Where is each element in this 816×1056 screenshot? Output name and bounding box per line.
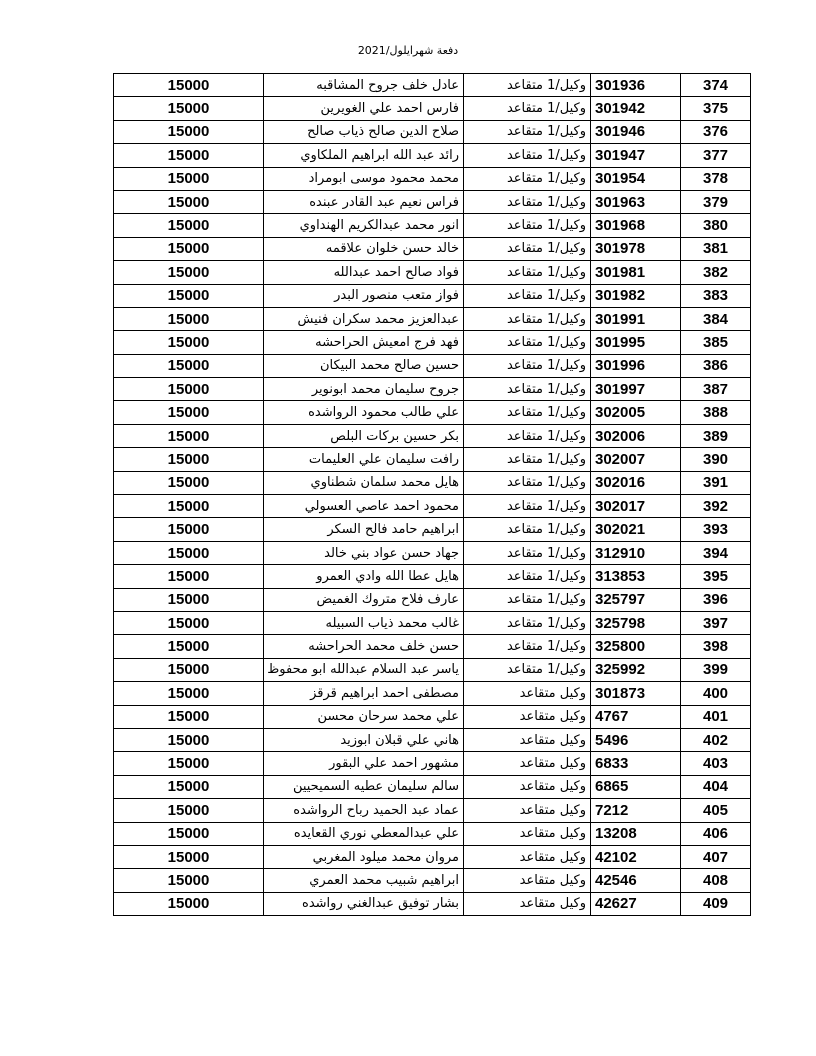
serial-number-cell: 405 — [681, 799, 751, 822]
military-number-cell: 301991 — [591, 307, 681, 330]
rank-cell: وكيل/1 متقاعد — [464, 401, 591, 424]
serial-number-cell: 409 — [681, 892, 751, 915]
amount-cell: 15000 — [114, 705, 264, 728]
military-number-cell: 301981 — [591, 261, 681, 284]
military-number-cell: 301978 — [591, 237, 681, 260]
serial-number-cell: 398 — [681, 635, 751, 658]
amount-cell: 15000 — [114, 611, 264, 634]
amount-cell: 15000 — [114, 144, 264, 167]
military-number-cell: 301982 — [591, 284, 681, 307]
table-row — [114, 588, 751, 611]
rank-cell: وكيل/1 متقاعد — [464, 635, 591, 658]
table-row — [114, 190, 751, 213]
name-cell: هايل عطا الله وادي العمرو — [264, 565, 464, 588]
amount-cell: 15000 — [114, 682, 264, 705]
rank-cell: وكيل متقاعد — [464, 822, 591, 845]
rank-cell: وكيل/1 متقاعد — [464, 144, 591, 167]
name-cell: علي محمد سرحان محسن — [264, 705, 464, 728]
amount-cell: 15000 — [114, 635, 264, 658]
table-row — [114, 74, 751, 97]
amount-cell: 15000 — [114, 822, 264, 845]
rank-cell: وكيل/1 متقاعد — [464, 74, 591, 97]
name-cell: علي عبدالمعطي نوري القعايده — [264, 822, 464, 845]
serial-number-cell: 379 — [681, 190, 751, 213]
serial-number-cell: 381 — [681, 237, 751, 260]
rank-cell: وكيل/1 متقاعد — [464, 354, 591, 377]
name-cell: محمد محمود موسى ابومراد — [264, 167, 464, 190]
serial-number-cell: 383 — [681, 284, 751, 307]
rank-cell: وكيل/1 متقاعد — [464, 424, 591, 447]
amount-cell: 15000 — [114, 752, 264, 775]
military-number-cell: 313853 — [591, 565, 681, 588]
military-number-cell: 301942 — [591, 97, 681, 120]
table-row — [114, 424, 751, 447]
military-number-cell: 4767 — [591, 705, 681, 728]
amount-cell: 15000 — [114, 541, 264, 564]
rank-cell: وكيل/1 متقاعد — [464, 588, 591, 611]
serial-number-cell: 386 — [681, 354, 751, 377]
table-row — [114, 682, 751, 705]
name-cell: ابراهيم حامد فالح السكر — [264, 518, 464, 541]
table-row — [114, 167, 751, 190]
serial-number-cell: 387 — [681, 378, 751, 401]
rank-cell: وكيل/1 متقاعد — [464, 190, 591, 213]
military-number-cell: 301996 — [591, 354, 681, 377]
amount-cell: 15000 — [114, 237, 264, 260]
name-cell: محمود احمد عاصي العسولي — [264, 495, 464, 518]
name-cell: رافت سليمان علي العليمات — [264, 448, 464, 471]
rank-cell: وكيل متقاعد — [464, 845, 591, 868]
rank-cell: وكيل/1 متقاعد — [464, 565, 591, 588]
amount-cell: 15000 — [114, 775, 264, 798]
name-cell: علي طالب محمود الرواشده — [264, 401, 464, 424]
payment-table-body — [114, 74, 751, 916]
payment-table — [113, 73, 751, 916]
serial-number-cell: 389 — [681, 424, 751, 447]
military-number-cell: 301997 — [591, 378, 681, 401]
military-number-cell: 302017 — [591, 495, 681, 518]
rank-cell: وكيل/1 متقاعد — [464, 284, 591, 307]
name-cell: انور محمد عبدالكريم الهنداوي — [264, 214, 464, 237]
name-cell: حسين صالح محمد البيكان — [264, 354, 464, 377]
military-number-cell: 325797 — [591, 588, 681, 611]
rank-cell: وكيل/1 متقاعد — [464, 261, 591, 284]
rank-cell: وكيل متقاعد — [464, 892, 591, 915]
amount-cell: 15000 — [114, 261, 264, 284]
serial-number-cell: 391 — [681, 471, 751, 494]
name-cell: بكر حسين بركات البلص — [264, 424, 464, 447]
rank-cell: وكيل متقاعد — [464, 728, 591, 751]
rank-cell: وكيل/1 متقاعد — [464, 120, 591, 143]
table-row — [114, 752, 751, 775]
serial-number-cell: 393 — [681, 518, 751, 541]
serial-number-cell: 374 — [681, 74, 751, 97]
table-row — [114, 214, 751, 237]
amount-cell: 15000 — [114, 588, 264, 611]
rank-cell: وكيل/1 متقاعد — [464, 658, 591, 681]
name-cell: جهاد حسن عواد بني خالد — [264, 541, 464, 564]
serial-number-cell: 400 — [681, 682, 751, 705]
name-cell: هاني علي قبلان ابوزيد — [264, 728, 464, 751]
rank-cell: وكيل/1 متقاعد — [464, 167, 591, 190]
military-number-cell: 301873 — [591, 682, 681, 705]
military-number-cell: 42102 — [591, 845, 681, 868]
page-title: دفعة شهرايلول/2021 — [357, 44, 459, 57]
rank-cell: وكيل/1 متقاعد — [464, 495, 591, 518]
table-row — [114, 518, 751, 541]
name-cell: مصطفى احمد ابراهيم قرقز — [264, 682, 464, 705]
table-row — [114, 471, 751, 494]
rank-cell: وكيل متقاعد — [464, 869, 591, 892]
name-cell: فراس نعيم عبد القادر عبنده — [264, 190, 464, 213]
rank-cell: وكيل/1 متقاعد — [464, 611, 591, 634]
table-row — [114, 331, 751, 354]
rank-cell: وكيل متقاعد — [464, 705, 591, 728]
rank-cell: وكيل/1 متقاعد — [464, 97, 591, 120]
rank-cell: وكيل/1 متقاعد — [464, 448, 591, 471]
table-row — [114, 144, 751, 167]
table-row — [114, 307, 751, 330]
military-number-cell: 7212 — [591, 799, 681, 822]
name-cell: رائد عبد الله ابراهيم الملكاوي — [264, 144, 464, 167]
serial-number-cell: 404 — [681, 775, 751, 798]
military-number-cell: 301936 — [591, 74, 681, 97]
rank-cell: وكيل/1 متقاعد — [464, 471, 591, 494]
name-cell: سالم سليمان عطيه السميحيين — [264, 775, 464, 798]
table-row — [114, 237, 751, 260]
rank-cell: وكيل متقاعد — [464, 752, 591, 775]
name-cell: ابراهيم شبيب محمد العمري — [264, 869, 464, 892]
table-row — [114, 775, 751, 798]
serial-number-cell: 376 — [681, 120, 751, 143]
table-row — [114, 378, 751, 401]
amount-cell: 15000 — [114, 518, 264, 541]
serial-number-cell: 396 — [681, 588, 751, 611]
table-row — [114, 120, 751, 143]
rank-cell: وكيل/1 متقاعد — [464, 237, 591, 260]
name-cell: جروح سليمان محمد ابونوير — [264, 378, 464, 401]
amount-cell: 15000 — [114, 378, 264, 401]
amount-cell: 15000 — [114, 74, 264, 97]
table-row — [114, 284, 751, 307]
military-number-cell: 302007 — [591, 448, 681, 471]
name-cell: خالد حسن خلوان علاقمه — [264, 237, 464, 260]
rank-cell: وكيل متقاعد — [464, 799, 591, 822]
amount-cell: 15000 — [114, 658, 264, 681]
table-row — [114, 845, 751, 868]
serial-number-cell: 378 — [681, 167, 751, 190]
amount-cell: 15000 — [114, 565, 264, 588]
military-number-cell: 42627 — [591, 892, 681, 915]
table-row — [114, 565, 751, 588]
military-number-cell: 301968 — [591, 214, 681, 237]
table-row — [114, 869, 751, 892]
name-cell: مروان محمد ميلود المغربي — [264, 845, 464, 868]
table-row — [114, 97, 751, 120]
table-row — [114, 611, 751, 634]
rank-cell: وكيل/1 متقاعد — [464, 214, 591, 237]
table-row — [114, 892, 751, 915]
amount-cell: 15000 — [114, 845, 264, 868]
name-cell: عادل خلف جروح المشاقبه — [264, 74, 464, 97]
table-row — [114, 635, 751, 658]
serial-number-cell: 380 — [681, 214, 751, 237]
name-cell: هايل محمد سلمان شطناوي — [264, 471, 464, 494]
serial-number-cell: 397 — [681, 611, 751, 634]
amount-cell: 15000 — [114, 471, 264, 494]
table-row — [114, 658, 751, 681]
serial-number-cell: 392 — [681, 495, 751, 518]
amount-cell: 15000 — [114, 424, 264, 447]
amount-cell: 15000 — [114, 495, 264, 518]
amount-cell: 15000 — [114, 448, 264, 471]
table-row — [114, 495, 751, 518]
serial-number-cell: 401 — [681, 705, 751, 728]
military-number-cell: 5496 — [591, 728, 681, 751]
amount-cell: 15000 — [114, 401, 264, 424]
name-cell: فهد فرج امعيش الحراحشه — [264, 331, 464, 354]
name-cell: عارف فلاح متروك الغميض — [264, 588, 464, 611]
military-number-cell: 13208 — [591, 822, 681, 845]
rank-cell: وكيل/1 متقاعد — [464, 541, 591, 564]
serial-number-cell: 377 — [681, 144, 751, 167]
amount-cell: 15000 — [114, 799, 264, 822]
rank-cell: وكيل/1 متقاعد — [464, 378, 591, 401]
military-number-cell: 301946 — [591, 120, 681, 143]
rank-cell: وكيل/1 متقاعد — [464, 518, 591, 541]
military-number-cell: 302016 — [591, 471, 681, 494]
table-row — [114, 822, 751, 845]
name-cell: فواد صالح احمد عبدالله — [264, 261, 464, 284]
serial-number-cell: 399 — [681, 658, 751, 681]
amount-cell: 15000 — [114, 120, 264, 143]
table-row — [114, 541, 751, 564]
military-number-cell: 302006 — [591, 424, 681, 447]
serial-number-cell: 395 — [681, 565, 751, 588]
amount-cell: 15000 — [114, 728, 264, 751]
table-row — [114, 261, 751, 284]
table-row — [114, 728, 751, 751]
serial-number-cell: 408 — [681, 869, 751, 892]
amount-cell: 15000 — [114, 354, 264, 377]
rank-cell: وكيل/1 متقاعد — [464, 331, 591, 354]
rank-cell: وكيل/1 متقاعد — [464, 307, 591, 330]
name-cell: حسن خلف محمد الحراحشه — [264, 635, 464, 658]
name-cell: مشهور احمد علي البقور — [264, 752, 464, 775]
serial-number-cell: 402 — [681, 728, 751, 751]
name-cell: بشار توفيق عبدالغني رواشده — [264, 892, 464, 915]
military-number-cell: 6865 — [591, 775, 681, 798]
amount-cell: 15000 — [114, 214, 264, 237]
name-cell: صلاح الدين صالح ذياب صالح — [264, 120, 464, 143]
military-number-cell: 312910 — [591, 541, 681, 564]
name-cell: فواز متعب منصور البدر — [264, 284, 464, 307]
table-row — [114, 705, 751, 728]
serial-number-cell: 390 — [681, 448, 751, 471]
military-number-cell: 301995 — [591, 331, 681, 354]
military-number-cell: 325800 — [591, 635, 681, 658]
amount-cell: 15000 — [114, 307, 264, 330]
military-number-cell: 301947 — [591, 144, 681, 167]
serial-number-cell: 382 — [681, 261, 751, 284]
table-row — [114, 799, 751, 822]
serial-number-cell: 407 — [681, 845, 751, 868]
military-number-cell: 301963 — [591, 190, 681, 213]
military-number-cell: 6833 — [591, 752, 681, 775]
name-cell: عبدالعزيز محمد سكران فنيش — [264, 307, 464, 330]
table-row — [114, 448, 751, 471]
military-number-cell: 302021 — [591, 518, 681, 541]
military-number-cell: 325992 — [591, 658, 681, 681]
amount-cell: 15000 — [114, 892, 264, 915]
name-cell: عماد عبد الحميد رباح الرواشده — [264, 799, 464, 822]
serial-number-cell: 406 — [681, 822, 751, 845]
rank-cell: وكيل متقاعد — [464, 775, 591, 798]
amount-cell: 15000 — [114, 284, 264, 307]
amount-cell: 15000 — [114, 869, 264, 892]
name-cell: فارس احمد علي الغويرين — [264, 97, 464, 120]
amount-cell: 15000 — [114, 190, 264, 213]
table-row — [114, 354, 751, 377]
name-cell: ياسر عبد السلام عبدالله ابو محفوظ — [264, 658, 464, 681]
name-cell: غالب محمد ذياب السبيله — [264, 611, 464, 634]
military-number-cell: 325798 — [591, 611, 681, 634]
serial-number-cell: 403 — [681, 752, 751, 775]
military-number-cell: 302005 — [591, 401, 681, 424]
serial-number-cell: 394 — [681, 541, 751, 564]
amount-cell: 15000 — [114, 97, 264, 120]
serial-number-cell: 375 — [681, 97, 751, 120]
military-number-cell: 301954 — [591, 167, 681, 190]
serial-number-cell: 385 — [681, 331, 751, 354]
serial-number-cell: 384 — [681, 307, 751, 330]
military-number-cell: 42546 — [591, 869, 681, 892]
rank-cell: وكيل متقاعد — [464, 682, 591, 705]
serial-number-cell: 388 — [681, 401, 751, 424]
amount-cell: 15000 — [114, 331, 264, 354]
amount-cell: 15000 — [114, 167, 264, 190]
table-row — [114, 401, 751, 424]
